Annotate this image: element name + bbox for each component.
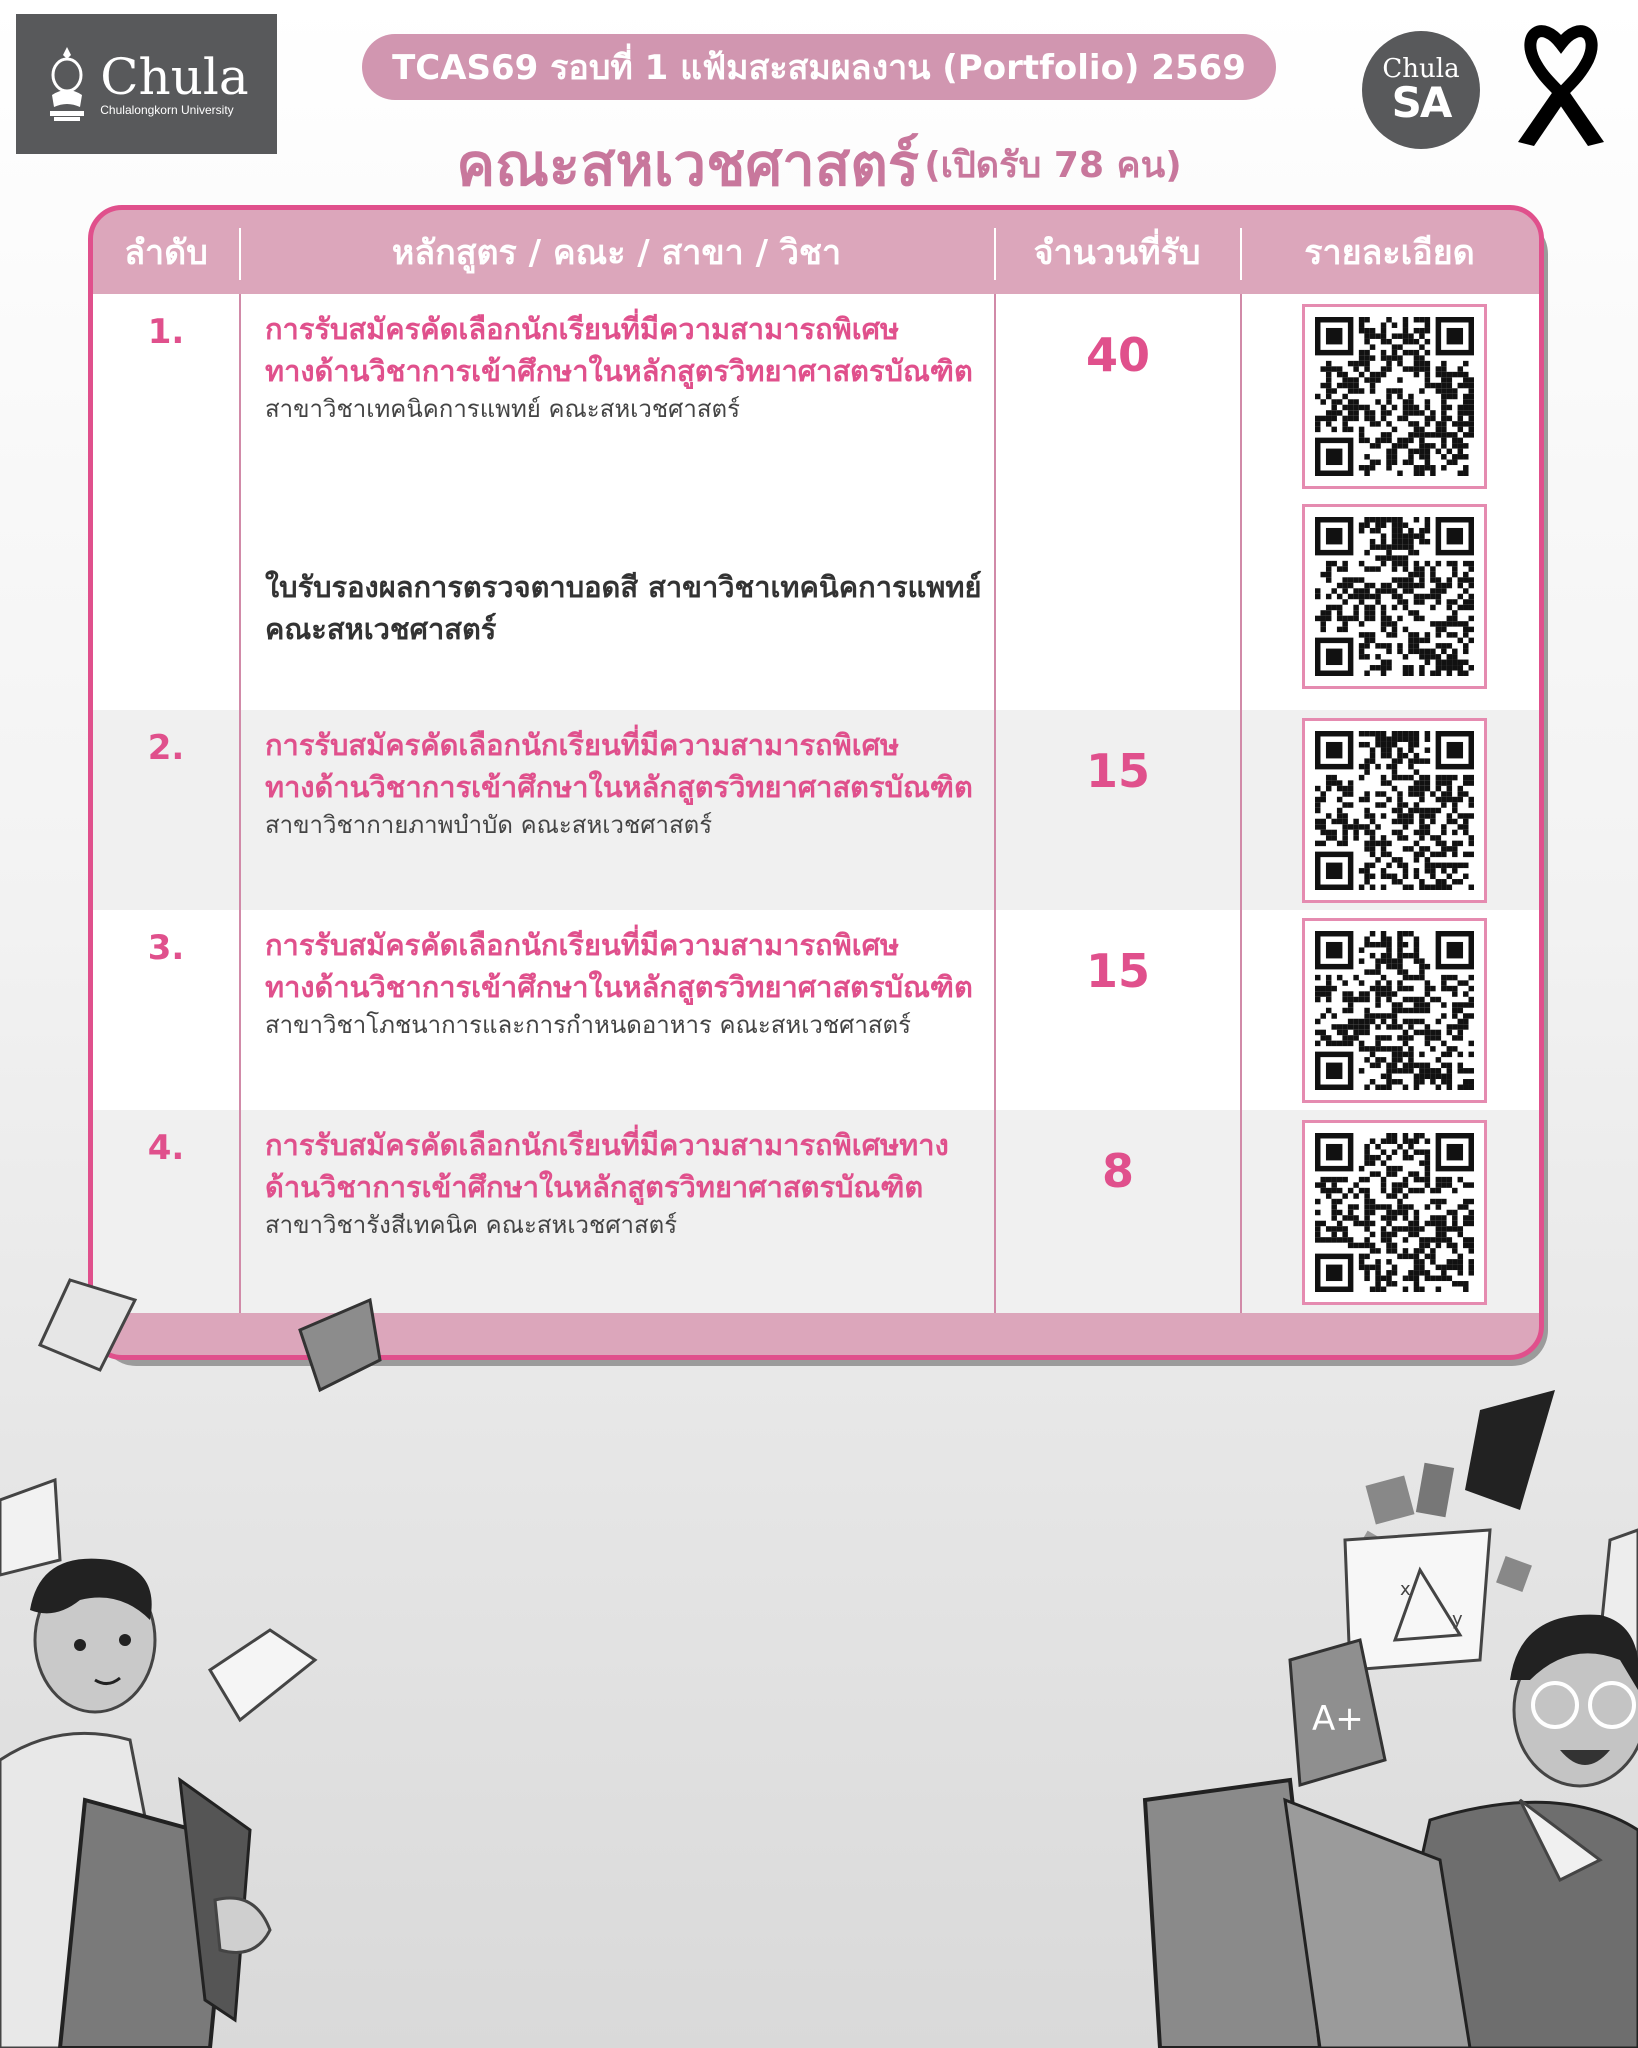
faculty-quota: (เปิดรับ 78 คน) [924, 145, 1182, 186]
quota-value: 15 [1085, 944, 1150, 998]
paper-mark-y: y [1452, 1609, 1463, 1630]
paper-mark-x: x [1400, 1579, 1411, 1600]
qr-code-icon[interactable] [1302, 718, 1487, 903]
header-details: รายละเอียด [1240, 210, 1539, 294]
table-row [93, 710, 1539, 910]
row-number: 4. [147, 1128, 185, 1168]
program-title-line2: ด้านวิชาการเข้าศึกษาในหลักสูตรวิทยาศาสตรบัณฑิต [265, 1170, 924, 1204]
certificate-note-line1: ใบรับรองผลการตรวจตาบอดสี สาขาวิชาเทคนิคการแพทย์ [265, 570, 982, 604]
table-body [93, 294, 1539, 1313]
qr-code-icon[interactable] [1302, 304, 1487, 489]
sa-logo-big-text: SA [1391, 78, 1451, 127]
program-title-line2: ทางด้านวิชาการเข้าศึกษาในหลักสูตรวิทยาศาสตรบัณฑิต [265, 970, 973, 1004]
sa-logo-small-text: Chula [1382, 54, 1460, 84]
qr-code-icon[interactable] [1302, 918, 1487, 1103]
chula-logo-subtitle: Chulalongkorn University [100, 103, 234, 117]
quota-value: 8 [1101, 1144, 1134, 1198]
faculty-name: คณะสหเวชศาสตร์ [456, 131, 920, 199]
paper-mark-aplus: A+ [1312, 1699, 1364, 1739]
row-number: 2. [147, 728, 185, 768]
round-title-pill: TCAS69 รอบที่ 1 แฟ้มสะสมผลงาน (Portfolio) 2569 [362, 34, 1276, 100]
program-title-line1: การรับสมัครคัดเลือกนักเรียนที่มีความสามารถพิเศษ [265, 928, 900, 962]
quota-value: 40 [1085, 328, 1150, 382]
certificate-note-line2: คณะสหเวชศาสตร์ [265, 612, 497, 646]
table-row [93, 910, 1539, 1110]
program-title-line2: ทางด้านวิชาการเข้าศึกษาในหลักสูตรวิทยาศาสตรบัณฑิต [265, 770, 973, 804]
header-no: ลำดับ [124, 233, 208, 273]
qr-code-icon[interactable] [1302, 504, 1487, 689]
chula-crest-icon [44, 45, 90, 123]
admission-table [88, 205, 1544, 1360]
quota-value: 15 [1085, 744, 1150, 798]
table-header-row [93, 210, 1539, 294]
program-title-line2: ทางด้านวิชาการเข้าศึกษาในหลักสูตรวิทยาศาสตรบัณฑิต [265, 354, 973, 388]
header-program: หลักสูตร / คณะ / สาขา / วิชา [239, 210, 994, 294]
mourning-ribbon-icon [1512, 14, 1610, 150]
math-paper [1345, 1530, 1490, 1670]
program-title [241, 294, 994, 392]
program-title-line1: การรับสมัครคัดเลือกนักเรียนที่มีความสามารถพิเศษทาง [265, 1128, 949, 1162]
program-subtitle: สาขาวิชาเทคนิคการแพทย์ คณะสหเวชศาสตร์ [265, 395, 740, 423]
right-student [1145, 1615, 1638, 2048]
program-title-line1: การรับสมัครคัดเลือกนักเรียนที่มีความสามารถพิเศษ [265, 728, 900, 762]
left-student [0, 1559, 270, 2048]
program-subtitle: สาขาวิชาโภชนาการและการกำหนดอาหาร คณะสหเวชศาสตร์ [265, 1011, 912, 1039]
program-subtitle: สาขาวิชากายภาพบำบัด คณะสหเวชศาสตร์ [265, 811, 713, 839]
chula-sa-logo [1362, 31, 1480, 149]
program-title [241, 910, 994, 1008]
color-blindness-certificate-note [241, 566, 981, 650]
program-title [241, 1110, 994, 1208]
students-illustration [0, 1240, 1638, 2048]
program-title [241, 710, 994, 808]
table-row [93, 294, 1539, 710]
program-title-line1: การรับสมัครคัดเลือกนักเรียนที่มีความสามารถพิเศษ [265, 312, 900, 346]
row-number: 3. [147, 928, 185, 968]
chula-logo-word: Chula [100, 48, 249, 106]
header-quota: จำนวนที่รับ [994, 210, 1240, 294]
row-number: 1. [147, 312, 185, 352]
program-subtitle: สาขาวิชารังสีเทคนิค คณะสหเวชศาสตร์ [265, 1211, 678, 1239]
